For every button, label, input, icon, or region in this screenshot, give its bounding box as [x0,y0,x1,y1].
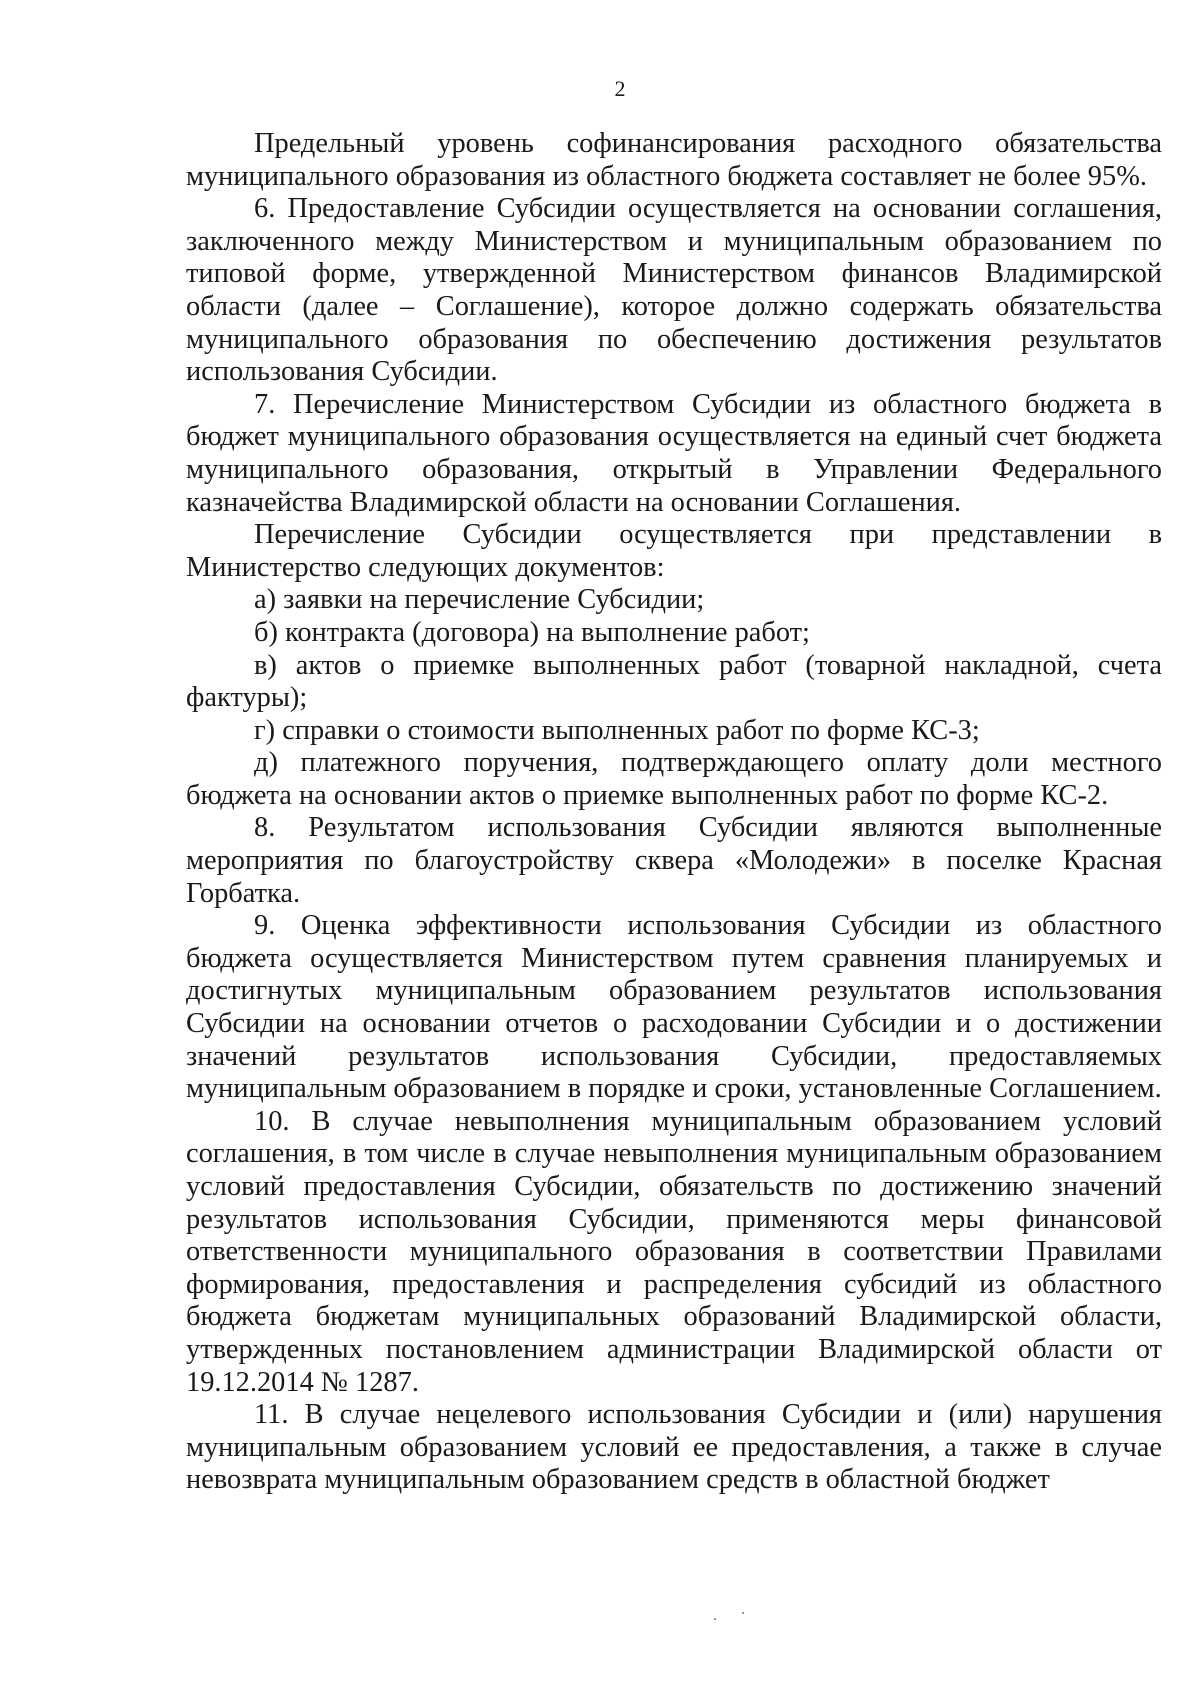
list-item-a: а) заявки на перечисление Субсидии; [254,584,705,616]
page-number: 2 [614,76,626,101]
paragraph-7-transfer: 7. Перечисление Министерством Субсидии из областного бюджета в бюджет муниципального образования осуществляется на единый счет бюджета муниципального образования, открытый в Управлении Федерального казначейства Владимирской области на основании Соглашения. [186,388,1162,518]
list-item-d: д) платежного поручения, подтверждающего оплату доли местного бюджета на основании актов о приемке выполненных работ по форме КС-2. [186,747,1162,811]
list-item-b: б) контракта (договора) на выполнение работ; [254,616,810,648]
list-item-g: г) справки о стоимости выполненных работ по форме КС-3; [254,714,980,746]
list-item-v: в) актов о приемке выполненных работ (товарной накладной, счета фактуры); [186,649,1162,714]
paragraph-transfer-documents: Перечисление Субсидии осуществляется при представлении в Министерство следующих документов: [186,519,1162,583]
paragraph-8-result: 8. Результатом использования Субсидии являются выполненные мероприятия по благоустройству сквера «Молодежи» в поселке Красная Горбатка. [186,812,1162,909]
scan-speck [742,1612,744,1614]
paragraph-9-evaluation: 9. Оценка эффективности использования Субсидии из областного бюджета осуществляется Министерством путем сравнения планируемых и достигнутых муниципальным образованием результатов использования Субсидии на основании отчетов о расходовании Субсидии и о достижении значений результатов использования Субсидии, предоставляемых муниципальным образованием в порядке и сроки, установленные Соглашением. [186,910,1162,1105]
scan-speck [714,1618,716,1620]
paragraph-6-agreement: 6. Предоставление Субсидии осуществляется на основании соглашения, заключенного между Министерством и муниципальным образованием по типовой форме, утвержденной Министерством финансов Владимирской области (далее – Соглашение), которое должно содержать обязательства муниципального образования по обеспечению достижения результатов использования Субсидии. [186,193,1162,388]
paragraph-10-liability: 10. В случае невыполнения муниципальным образованием условий соглашения, в том числе в случае невыполнения муниципальным образованием условий предоставления Субсидии, обязательств по достижению значений результатов использования Субсидии, применяются меры финансовой ответственности муниципального образования в соответствии Правилами формирования, предоставления и распределения субсидий из областного бюджета бюджетам муниципальных образований Владимирской области, утвержденных постановлением администрации Владимирской области от 19.12.2014 № 1287. [186,1105,1162,1398]
paragraph-cofinancing-level: Предельный уровень софинансирования расходного обязательства муниципального образования из областного бюджета составляет не более 95%. [186,128,1162,192]
paragraph-11-misuse: 11. В случае нецелевого использования Субсидии и (или) нарушения муниципальным образованием условий ее предоставления, а также в случае невозврата муниципальным образованием средств в областной бюджет [186,1399,1162,1496]
document-body [186,128,1162,1497]
